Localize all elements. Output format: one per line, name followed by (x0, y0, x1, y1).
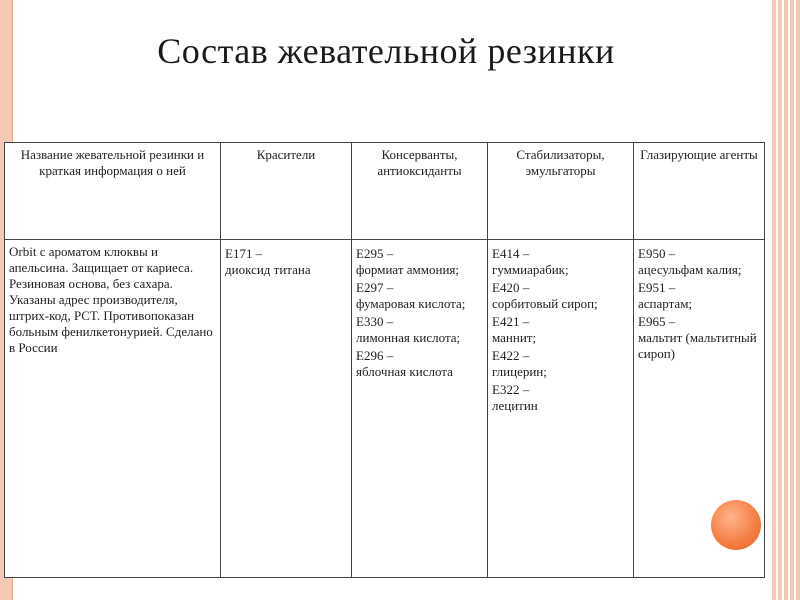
glazing-code: E951 – (638, 280, 676, 295)
header-dyes: Красители (221, 143, 352, 240)
glazing-name: мальтит (мальтитный сироп) (638, 330, 757, 361)
header-product: Название жевательной резинки и краткая информация о ней (5, 143, 221, 240)
cell-product (5, 240, 221, 578)
preservative-code: E297 – (356, 280, 394, 295)
header-preservatives: Консерванты, антиоксиданты (352, 143, 488, 240)
stabilizer-name: сорбитовый сироп; (492, 296, 598, 311)
header-glazing: Глазирующие агенты (634, 143, 765, 240)
page-title: Состав жевательной резинки (157, 31, 615, 71)
decorative-orange-circle (711, 500, 761, 550)
stabilizer-code: E414 – (492, 246, 530, 261)
preservative-code: E296 – (356, 348, 394, 363)
composition-table (4, 142, 765, 578)
preservative-name: формиат аммония; (356, 262, 460, 277)
preservative-name: яблочная кислота (356, 364, 453, 379)
product-name: Orbit (9, 244, 40, 259)
glazing-code: E950 – (638, 246, 676, 261)
cell-preservatives (352, 240, 488, 578)
stabilizer-name: маннит; (492, 330, 537, 345)
dye-code: E171 – (225, 246, 263, 261)
preservative-name: лимонная кислота; (356, 330, 461, 345)
cell-stabilizers (488, 240, 634, 578)
stabilizer-name: глицерин; (492, 364, 547, 379)
cell-dyes (221, 240, 352, 578)
stabilizer-name: гуммиарабик; (492, 262, 569, 277)
glazing-name: ацесульфам калия; (638, 262, 742, 277)
stabilizer-code: E421 – (492, 314, 530, 329)
stabilizer-code: E422 – (492, 348, 530, 363)
stabilizer-code: E322 – (492, 382, 530, 397)
table-header-row (5, 143, 765, 240)
preservative-name: фумаровая кислота; (356, 296, 466, 311)
glazing-code: E965 – (638, 314, 676, 329)
table-row (5, 240, 765, 578)
right-striped-bar (772, 0, 800, 600)
product-info: с ароматом клюквы и апельсина. Защищает от кариеса. Резиновая основа, без сахара. Указаны адрес производителя, штрих-код, PCT. Противопоказан больным фенилкетонурией. Сделано в России (9, 244, 213, 355)
preservative-code: E330 – (356, 314, 394, 329)
glazing-name: аспартам; (638, 296, 693, 311)
stabilizer-code: E420 – (492, 280, 530, 295)
header-stabilizers: Стабилизаторы, эмульгаторы (488, 143, 634, 240)
preservative-code: E295 – (356, 246, 394, 261)
stabilizer-name: лецитин (492, 398, 538, 413)
dye-name: диоксид титана (225, 262, 311, 277)
